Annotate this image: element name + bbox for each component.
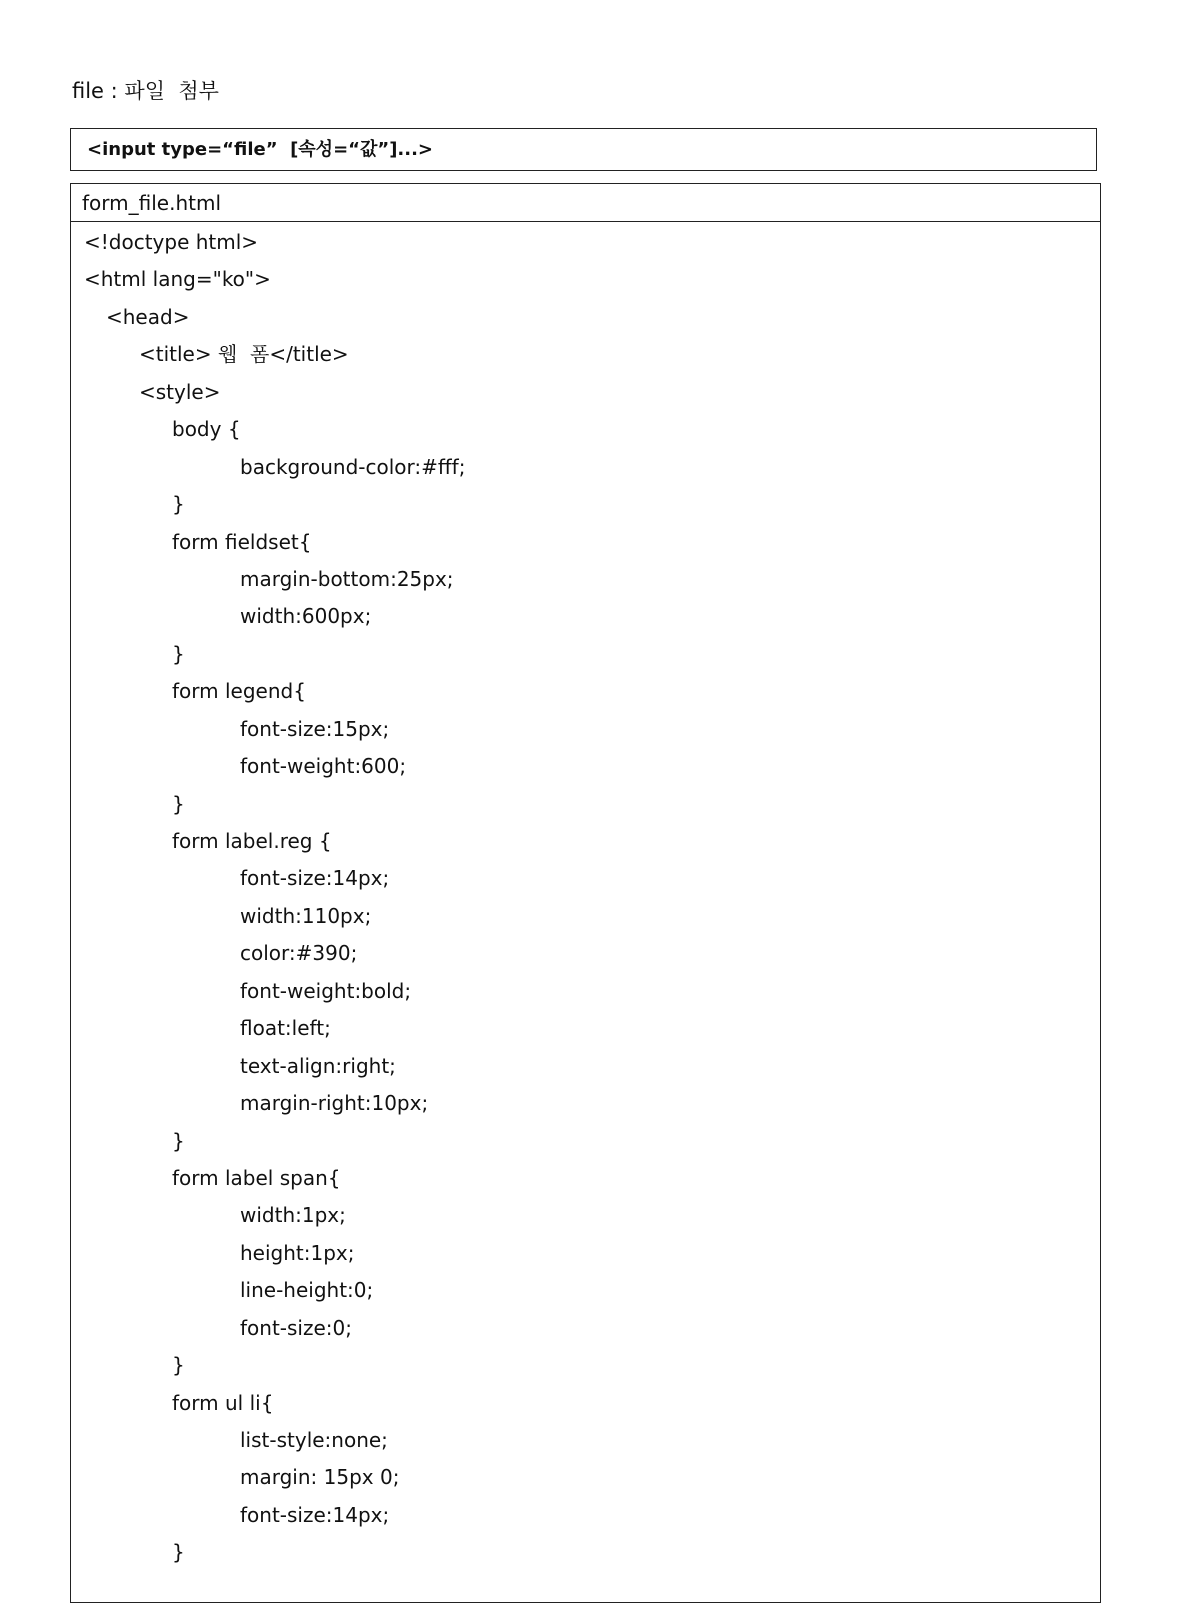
code-line: margin-right:10px; (240, 1091, 429, 1116)
code-line: font-weight:bold; (240, 978, 412, 1003)
code-line: color:#390; (240, 941, 358, 966)
code-line: <!doctype html> (84, 230, 259, 254)
code-line: font-size:14px; (240, 1502, 390, 1527)
code-line: form label span{ (172, 1165, 341, 1190)
code-line: } (172, 641, 185, 666)
code-line: height:1px; (240, 1240, 355, 1265)
section-title: file : 파일 첨부 (72, 79, 219, 103)
code-line: <style> (139, 379, 221, 404)
code-line: <title> 웹 폼</title> (139, 342, 349, 367)
code-line: form fieldset{ (172, 529, 312, 554)
code-line: line-height:0; (240, 1278, 374, 1303)
code-line: float:left; (240, 1016, 331, 1041)
code-line: } (172, 1128, 185, 1153)
code-line: } (172, 492, 185, 517)
code-line: width:110px; (240, 903, 372, 928)
code-line: body { (172, 417, 241, 442)
code-line: background-color:#fff; (240, 454, 466, 479)
code-line: font-size:15px; (240, 716, 390, 741)
code-filename: form_file.html (71, 184, 1100, 222)
code-listing (70, 183, 1101, 1603)
code-line: <html lang="ko"> (84, 267, 271, 292)
code-line: margin-bottom:25px; (240, 566, 454, 591)
code-line: form ul li{ (172, 1390, 274, 1415)
code-line: list-style:none; (240, 1428, 388, 1452)
code-line: font-size:0; (240, 1315, 352, 1340)
code-line: text-align:right; (240, 1053, 396, 1078)
code-line: <head> (106, 304, 190, 329)
code-line: font-size:14px; (240, 866, 390, 891)
code-line: } (172, 1540, 185, 1565)
code-line: width:600px; (240, 604, 372, 629)
syntax-box (70, 128, 1097, 171)
code-line: margin: 15px 0; (240, 1465, 400, 1490)
code-line: form legend{ (172, 679, 306, 704)
code-lines (71, 224, 1100, 1572)
code-line: } (172, 791, 185, 816)
code-line: form label.reg { (172, 829, 332, 853)
code-line: font-weight:600; (240, 754, 407, 779)
code-line: width:1px; (240, 1203, 346, 1228)
code-line: } (172, 1353, 185, 1378)
syntax-text: <input type=“file” [속성=“값”]...> (87, 139, 434, 160)
